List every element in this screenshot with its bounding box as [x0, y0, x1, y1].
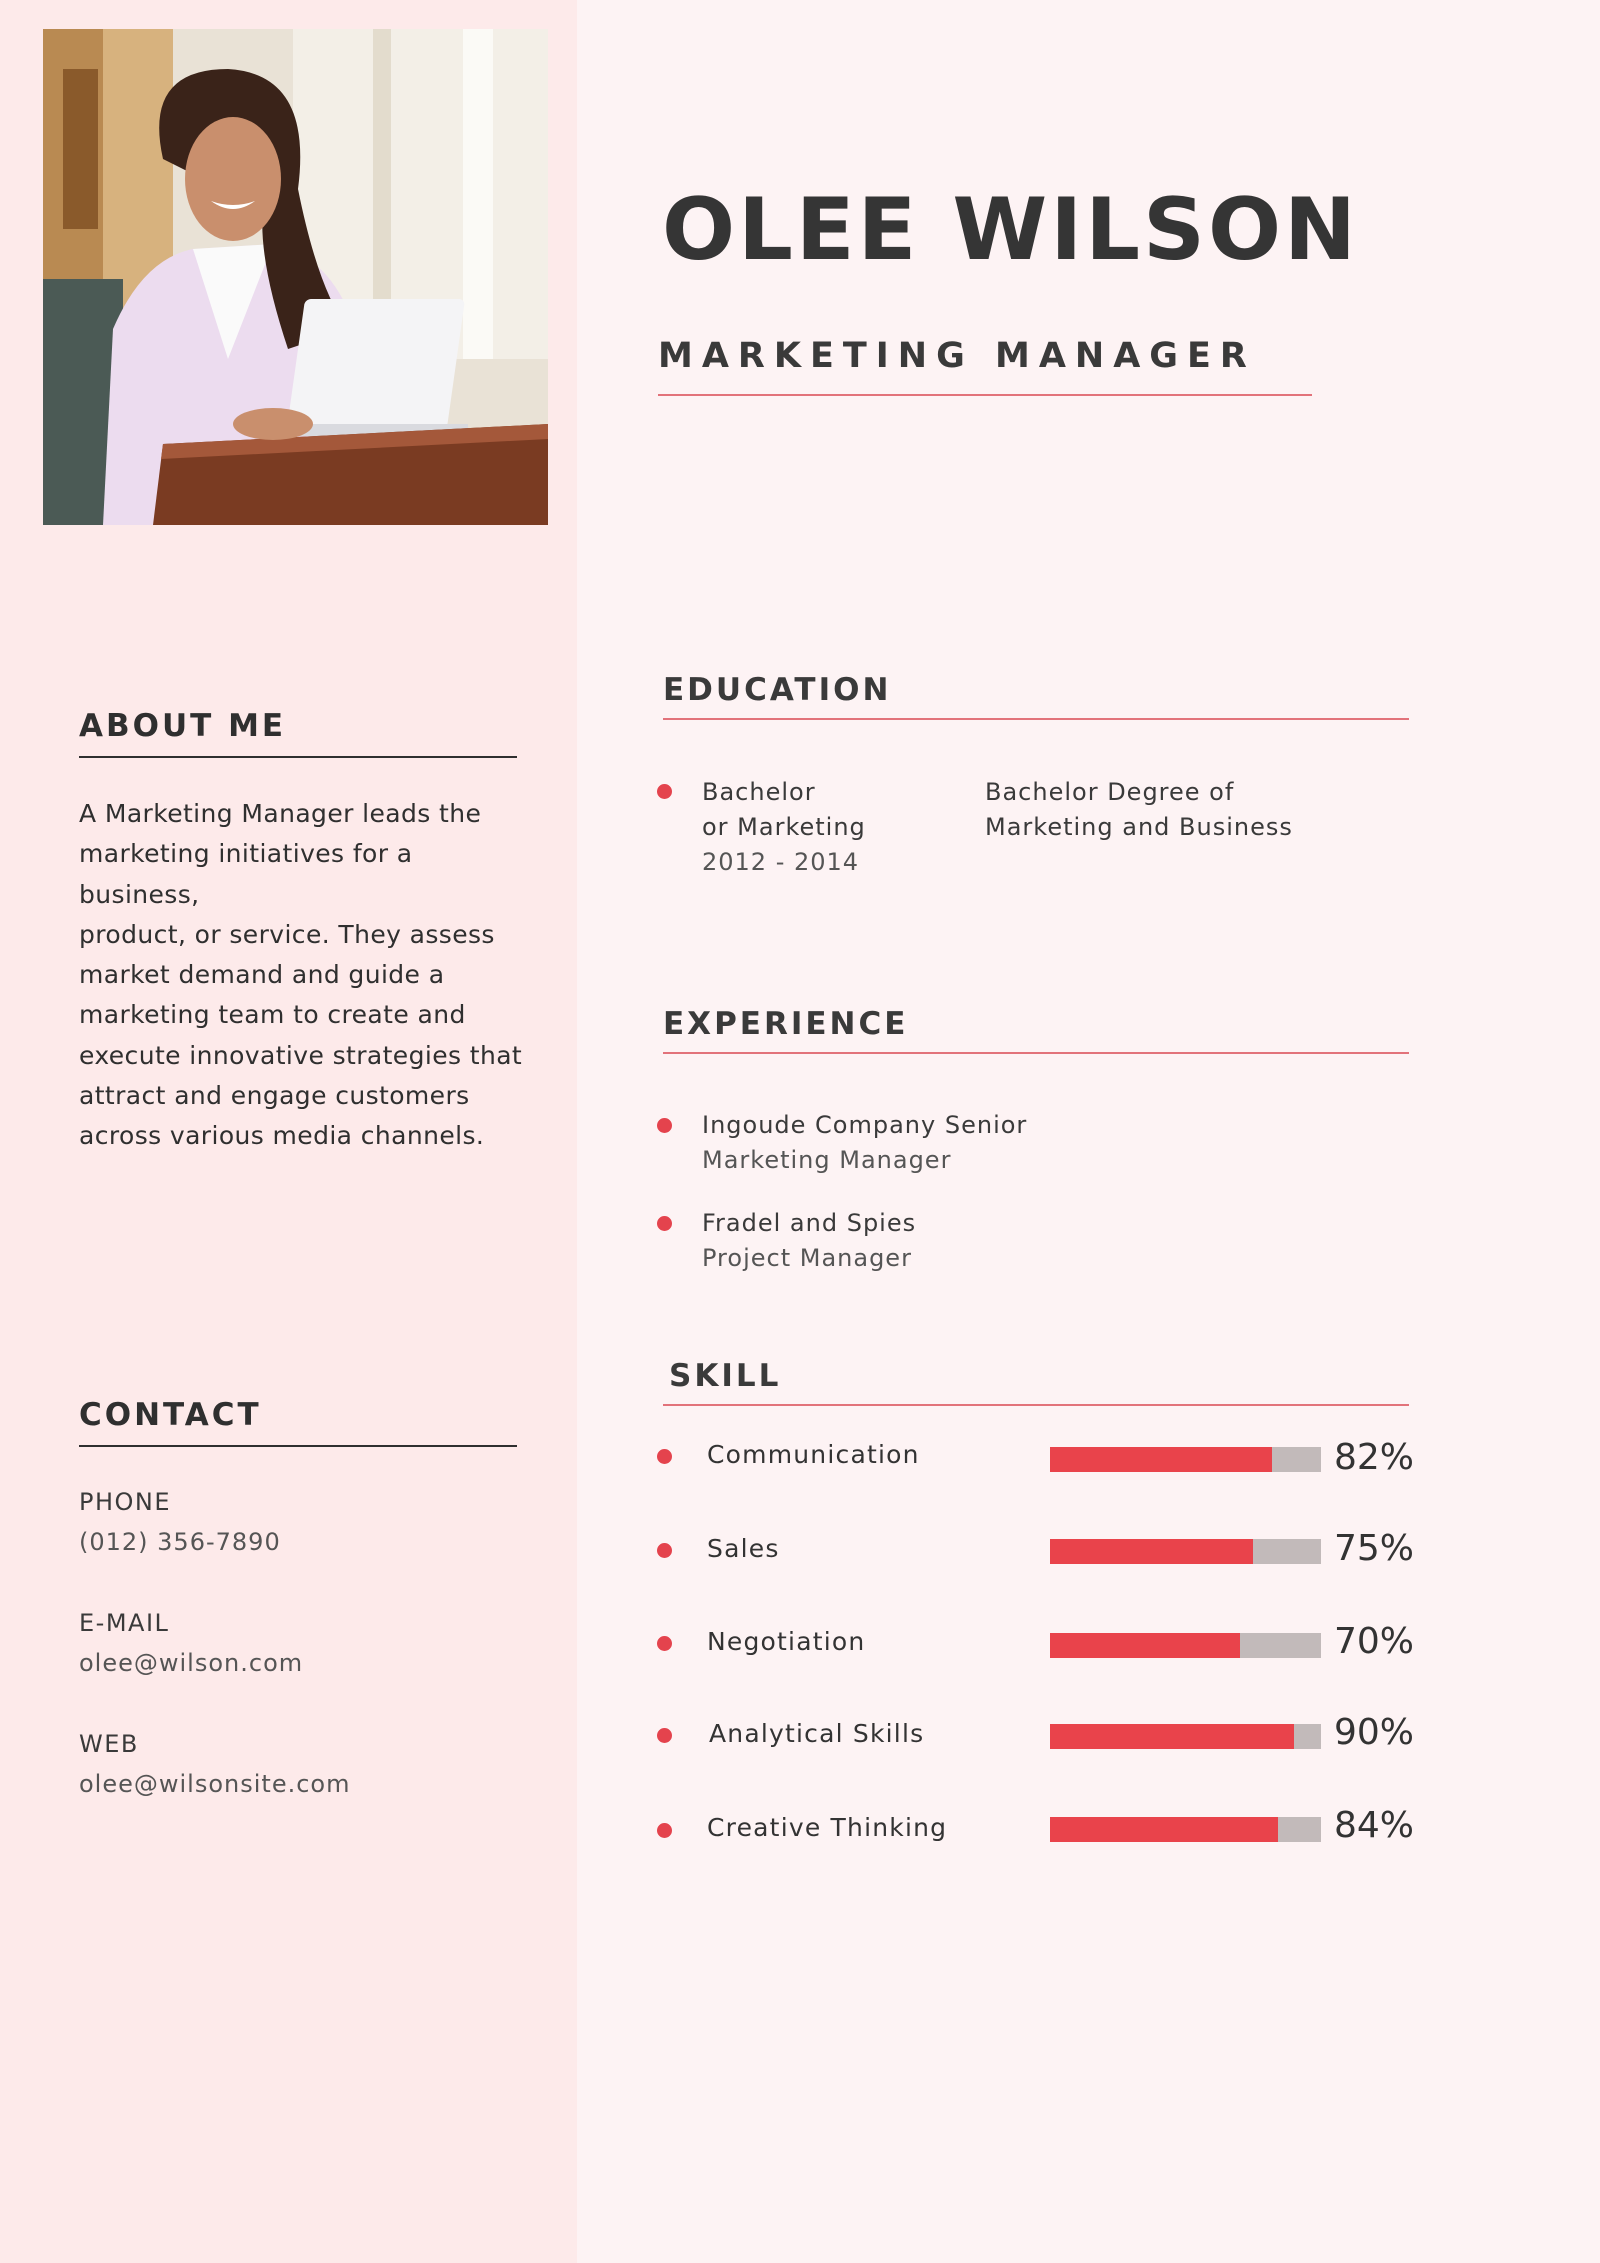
about-line: product, or service. They assess: [79, 919, 495, 949]
contact-phone: [79, 1482, 529, 1562]
skill-name: Analytical Skills: [709, 1719, 925, 1748]
skill-bar-fill: [1050, 1724, 1294, 1749]
degree-line: or Marketing: [702, 813, 866, 841]
about-line: attract and engage customers: [79, 1081, 470, 1111]
phone-label: PHONE: [79, 1488, 172, 1516]
skill-percent: 75%: [1334, 1528, 1415, 1569]
skill-bar-track: [1050, 1539, 1321, 1564]
web-value: olee@wilsonsite.com: [79, 1770, 351, 1798]
about-line: execute innovative strategies that: [79, 1040, 523, 1070]
skill-bar-fill: [1050, 1633, 1240, 1658]
bullet-icon: [657, 1636, 672, 1651]
skill-bar-fill: [1050, 1447, 1272, 1472]
skill-bar-track: [1050, 1633, 1321, 1658]
education-heading: EDUCATION: [663, 672, 1409, 720]
about-line: marketing initiatives for a business,: [79, 839, 413, 909]
bullet-icon: [657, 1543, 672, 1558]
skill-bar-fill: [1050, 1817, 1278, 1842]
skill-name: Communication: [707, 1440, 920, 1469]
about-line: A Marketing Manager leads the: [79, 799, 482, 828]
skill-bar-fill: [1050, 1539, 1253, 1564]
skill-heading: SKILL: [663, 1358, 1409, 1406]
web-label: WEB: [79, 1730, 139, 1758]
about-line: marketing team to create and: [79, 1000, 466, 1030]
bullet-icon: [657, 1118, 672, 1133]
skill-bar-track: [1050, 1817, 1321, 1842]
skill-name: Negotiation: [707, 1627, 866, 1656]
profile-photo: [43, 29, 548, 525]
bullet-icon: [657, 1449, 672, 1464]
experience-heading: EXPERIENCE: [663, 1006, 1409, 1054]
contact-email: [79, 1603, 529, 1683]
bullet-icon: [657, 1728, 672, 1743]
contact-heading: CONTACT: [79, 1397, 517, 1447]
education-years: 2012 - 2014: [702, 848, 860, 876]
candidate-name: OLEE WILSON: [662, 180, 1360, 280]
skill-name: Creative Thinking: [707, 1813, 948, 1842]
skill-percent: 82%: [1334, 1437, 1415, 1478]
email-value: olee@wilson.com: [79, 1649, 304, 1677]
degree-line: Bachelor: [702, 778, 816, 806]
skill-bar-track: [1050, 1447, 1321, 1472]
experience-role: Marketing Manager: [702, 1146, 952, 1174]
experience-item: [702, 1108, 1027, 1178]
skill-percent: 70%: [1334, 1621, 1415, 1662]
skill-percent: 90%: [1334, 1712, 1415, 1753]
bullet-icon: [657, 1823, 672, 1838]
description-line: Marketing and Business: [985, 813, 1293, 841]
about-line: market demand and guide a: [79, 960, 445, 990]
education-degree: [702, 775, 866, 880]
about-line: across various media channels.: [79, 1121, 485, 1151]
bullet-icon: [657, 1216, 672, 1231]
experience-company: Ingoude Company Senior: [702, 1111, 1028, 1139]
contact-web: [79, 1724, 529, 1804]
education-description: [985, 775, 1293, 845]
email-label: E-MAIL: [79, 1609, 170, 1637]
phone-value: (012) 356-7890: [79, 1528, 281, 1556]
skill-name: Sales: [707, 1534, 780, 1563]
experience-role: Project Manager: [702, 1244, 912, 1272]
bullet-icon: [657, 784, 672, 799]
experience-item: [702, 1206, 916, 1276]
skill-bar-track: [1050, 1724, 1321, 1749]
job-title: MARKETING MANAGER: [658, 336, 1312, 396]
experience-company: Fradel and Spies: [702, 1209, 917, 1237]
skill-percent: 84%: [1334, 1805, 1415, 1846]
description-line: Bachelor Degree of: [985, 778, 1235, 806]
about-text: [79, 794, 529, 1157]
about-heading: ABOUT ME: [79, 708, 517, 758]
